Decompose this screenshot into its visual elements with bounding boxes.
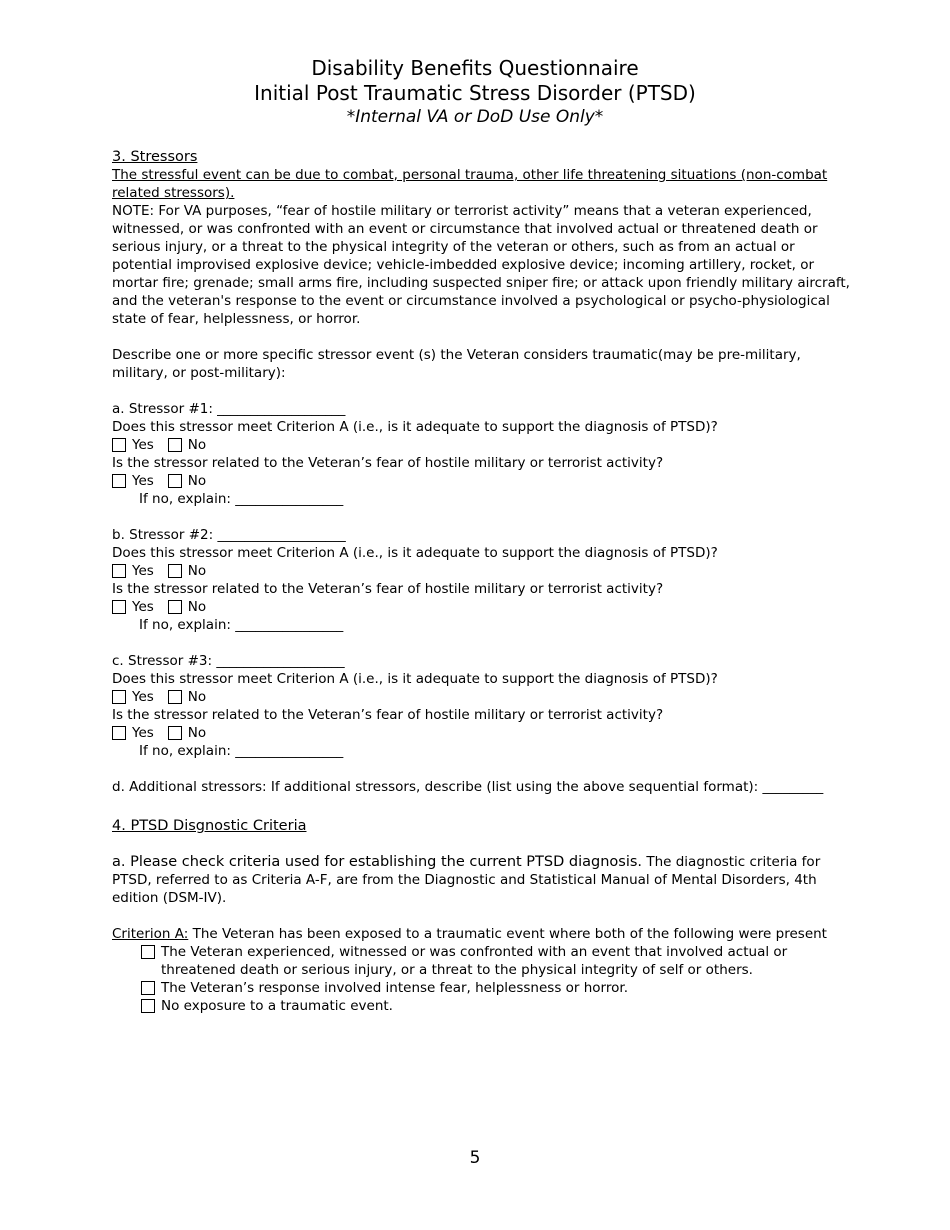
- stressor-3-criterion-no-checkbox[interactable]: [168, 690, 182, 704]
- yes-label: Yes: [132, 473, 154, 489]
- stressor-1-criterion-yes-checkbox[interactable]: [112, 438, 126, 452]
- stressor-1-hostile-no-checkbox[interactable]: [168, 474, 182, 488]
- stressors-intro: The stressful event can be due to combat, personal trauma, other life threatening situations (non-combat related stressors).: [112, 167, 828, 201]
- stressor-3-criterion-yes-checkbox[interactable]: [112, 690, 126, 704]
- stressor-1-explain-field[interactable]: If no, explain: ________________: [139, 491, 344, 507]
- stressor-1-criterion-no-checkbox[interactable]: [168, 438, 182, 452]
- stressor-1-criterion-options: [112, 436, 852, 454]
- stressor-block-1: [112, 400, 852, 508]
- no-label: No: [187, 563, 207, 579]
- stressor-3-hostile-yes-checkbox[interactable]: [112, 726, 126, 740]
- document-header: [0, 56, 950, 128]
- stressor-block-2: [112, 526, 852, 634]
- no-label: No: [187, 437, 207, 453]
- page-number: 5: [469, 1148, 481, 1168]
- criterion-a-item-2-checkbox[interactable]: [141, 981, 155, 995]
- criterion-a-item-1-text: The Veteran experienced, witnessed or was confronted with an event that involved actual or threatened death or serious injury, or a threat to the physical integrity of self or others.: [161, 944, 788, 978]
- stressor-block-3: [112, 652, 852, 760]
- no-label: No: [187, 725, 207, 741]
- section-3-heading: 3. Stressors: [112, 149, 198, 165]
- stressor-1-hostile-question: Is the stressor related to the Veteran’s fear of hostile military or terrorist activity?: [112, 455, 664, 471]
- stressor-2-hostile-no-checkbox[interactable]: [168, 600, 182, 614]
- criterion-a-item-1-checkbox[interactable]: [141, 945, 155, 959]
- stressor-3-hostile-no-checkbox[interactable]: [168, 726, 182, 740]
- criterion-a-item-3-checkbox[interactable]: [141, 999, 155, 1013]
- yes-label: Yes: [132, 437, 154, 453]
- criteria-instructions-lead: a. Please check criteria used for establishing the current PTSD diagnosis.: [112, 854, 643, 870]
- stressor-3-label[interactable]: c. Stressor #3: ___________________: [112, 653, 345, 669]
- yes-label: Yes: [132, 689, 154, 705]
- stressor-3-hostile-question: Is the stressor related to the Veteran’s fear of hostile military or terrorist activity?: [112, 707, 664, 723]
- stressor-3-criterion-question: Does this stressor meet Criterion A (i.e., is it adequate to support the diagnosis of PTSD)?: [112, 671, 718, 687]
- stressor-2-explain-field[interactable]: If no, explain: ________________: [139, 617, 344, 633]
- criterion-a-text: The Veteran has been exposed to a traumatic event where both of the following were present: [188, 926, 827, 942]
- criterion-a-item-1: [112, 943, 852, 979]
- stressor-2-hostile-options: [112, 598, 852, 616]
- criterion-a-statement: [112, 925, 852, 943]
- criterion-a-item-3: [112, 997, 852, 1015]
- form-title: Disability Benefits Questionnaire: [311, 56, 639, 80]
- criterion-a-item-3-text: No exposure to a traumatic event.: [161, 998, 393, 1014]
- criterion-a-label: Criterion A:: [112, 926, 189, 942]
- stressor-2-hostile-yes-checkbox[interactable]: [112, 600, 126, 614]
- stressor-1-hostile-options: [112, 472, 852, 490]
- criteria-instructions: [112, 853, 852, 907]
- no-label: No: [187, 599, 207, 615]
- stressor-2-criterion-no-checkbox[interactable]: [168, 564, 182, 578]
- stressor-2-criterion-question: Does this stressor meet Criterion A (i.e., is it adequate to support the diagnosis of PTSD)?: [112, 545, 718, 561]
- stressor-1-label[interactable]: a. Stressor #1: ___________________: [112, 401, 346, 417]
- stressor-3-criterion-options: [112, 688, 852, 706]
- internal-use-note: *Internal VA or DoD Use Only*: [346, 107, 604, 127]
- stressor-1-hostile-yes-checkbox[interactable]: [112, 474, 126, 488]
- form-body: [112, 148, 852, 1015]
- criterion-a-item-2-text: The Veteran’s response involved intense fear, helplessness or horror.: [161, 980, 628, 996]
- stressor-2-criterion-options: [112, 562, 852, 580]
- section-4-heading: 4. PTSD Disgnostic Criteria: [112, 818, 307, 834]
- stressor-2-label[interactable]: b. Stressor #2: ___________________: [112, 527, 346, 543]
- criteria-instructions-rest: The diagnostic criteria for PTSD, referred to as Criteria A-F, are from the Diagnostic and Statistical Manual of Mental Disorders, 4th edition (DSM-IV).: [112, 854, 821, 906]
- stressor-2-criterion-yes-checkbox[interactable]: [112, 564, 126, 578]
- yes-label: Yes: [132, 599, 154, 615]
- yes-label: Yes: [132, 563, 154, 579]
- no-label: No: [187, 689, 207, 705]
- criterion-a-item-2: [112, 979, 852, 997]
- stressors-note: NOTE: For VA purposes, “fear of hostile military or terrorist activity” means that a veteran experienced, witnessed, or was confronted with an event or circumstance that involved actual or threatened death or serious injury, or a threat to the physical integrity of the veteran or others, such as from an actual or potential improvised explosive device; vehicle-imbedded explosive device; incoming artillery, rocket, or mortar fire; grenade; small arms fire, including suspected sniper fire; or attack upon friendly military aircraft, and the veteran's response to the event or circumstance involved a psychological or psycho-physiological state of fear, helplessness, or horror.: [112, 203, 850, 327]
- additional-stressors-field[interactable]: d. Additional stressors: If additional stressors, describe (list using the above sequential format): _________: [112, 779, 824, 795]
- yes-label: Yes: [132, 725, 154, 741]
- stressor-2-hostile-question: Is the stressor related to the Veteran’s fear of hostile military or terrorist activity?: [112, 581, 664, 597]
- form-subtitle: Initial Post Traumatic Stress Disorder (PTSD): [254, 81, 696, 105]
- no-label: No: [187, 473, 207, 489]
- stressor-3-explain-field[interactable]: If no, explain: ________________: [139, 743, 344, 759]
- stressor-3-hostile-options: [112, 724, 852, 742]
- stressor-1-criterion-question: Does this stressor meet Criterion A (i.e., is it adequate to support the diagnosis of PTSD)?: [112, 419, 718, 435]
- stressors-describe-prompt: Describe one or more specific stressor event (s) the Veteran considers traumatic(may be pre-military, military, or post-military):: [112, 347, 801, 381]
